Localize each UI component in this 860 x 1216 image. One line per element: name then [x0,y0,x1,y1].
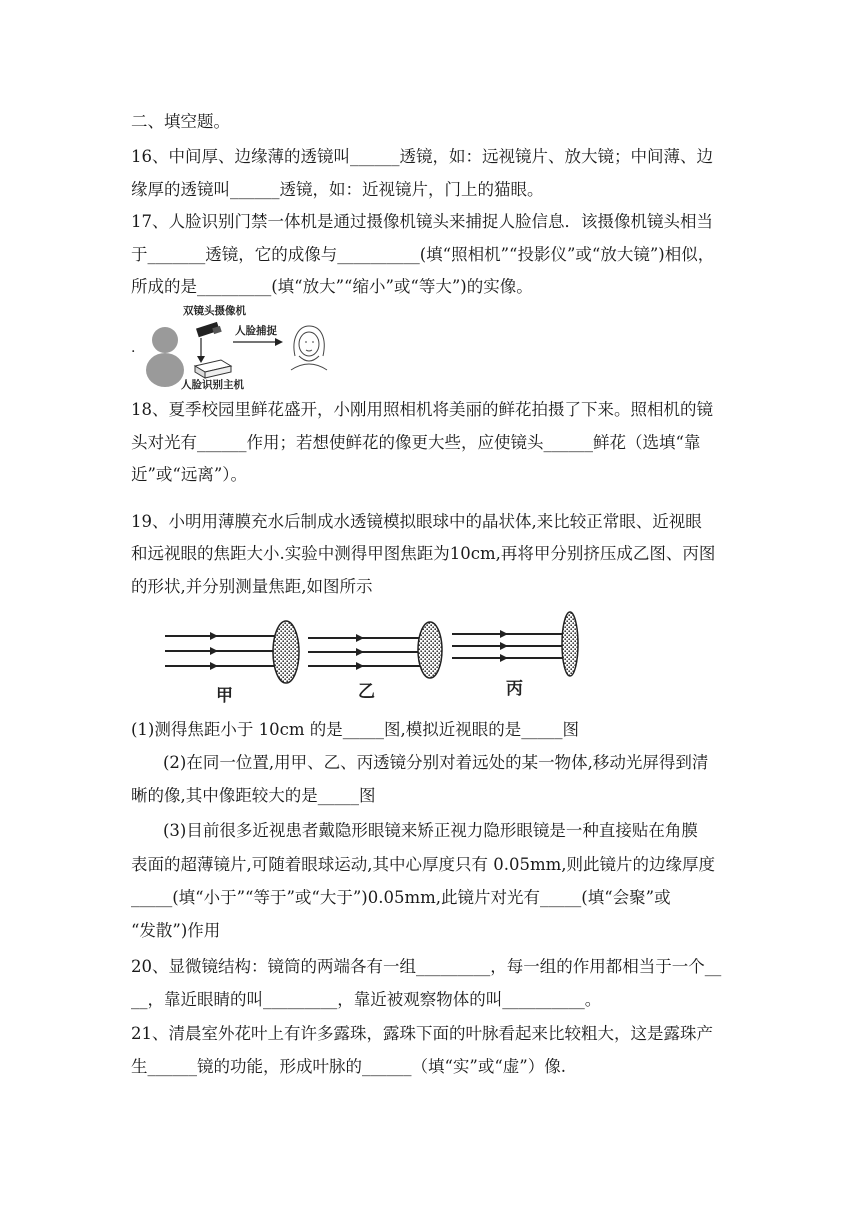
q20-line2: __，靠近眼睛的叫_________，靠近被观察物体的叫__________。 [131,990,602,1009]
host-box-icon [195,360,231,378]
lens-bing [452,612,578,676]
q17-line2: 于_______透镜，它的成像与__________(填“照相机”“投影仪”或“放大镜”)相似， [131,245,715,264]
label-jia: 甲 [216,686,233,706]
person-body-shape [146,353,184,387]
q19-line1: 19、小明用薄膜充水后制成水透镜模拟眼球中的晶状体,来比较正常眼、近视眼 [131,512,702,531]
label-host: 人脸识别主机 [181,379,244,390]
q16-line1: 16、中间厚、边缘薄的透镜叫______透镜，如：远视镜片、放大镜；中间薄、边 [131,147,713,166]
label-yi: 乙 [358,682,375,702]
camera-icon [196,322,222,337]
right-arrow-head [275,338,283,346]
q21-line2: 生______镜的功能，形成叶脉的______（填“实”或“虚”）像. [131,1057,566,1076]
q21-line1: 21、清晨室外花叶上有许多露珠，露珠下面的叶脉看起来比较粗大，这是露珠产 [131,1024,713,1043]
q19-sub3-line4: “发散”)作用 [131,921,221,940]
lens-yi [308,622,442,678]
face-icon [291,326,327,370]
q19-sub1: (1)测得焦距小于 10cm 的是_____图,模拟近视眼的是_____图 [131,720,579,739]
q19-line2: 和远视眼的焦距大小.实验中测得甲图焦距为10cm,再将甲分别挤压成乙图、丙图 [131,544,716,563]
label-camera: 双镜头摄像机 [183,305,246,317]
q17-line3: 所成的是_________(填“放大”“缩小”或“等大”)的实像。 [131,277,533,296]
lens-figure [160,606,590,706]
down-arrow-head [197,356,205,363]
q19-sub3-line1: (3)目前很多近视患者戴隐形眼镜来矫正视力隐形眼镜是一种直接贴在角膜 [163,821,698,840]
q20-line1: 20、显微镜结构：镜筒的两端各有一组_________，每一组的作用都相当于一个__ [131,957,722,976]
section-title: 二、填空题。 [131,112,230,131]
q18-line2: 头对光有______作用；若想使鲜花的像更大些，应使镜头______鲜花（选填“靠 [131,433,701,452]
q19-line3: 的形状,并分别测量焦距,如图所示 [131,577,373,596]
q18-line1: 18、夏季校园里鲜花盛开，小刚用照相机将美丽的鲜花拍摄了下来。照相机的镜 [131,400,713,419]
lens-jia [165,621,299,683]
person-head-shape [152,327,178,353]
q19-sub3-line2: 表面的超薄镜片,可随着眼球运动,其中心厚度只有 0.05mm,则此镜片的边缘厚度 [131,855,716,874]
label-bing: 丙 [506,679,523,699]
q18-line3: 近”或“远离”）。 [131,465,248,484]
face-recognition-figure [131,300,351,390]
q16-line2: 缘厚的透镜叫______透镜，如：近视镜片，门上的猫眼。 [131,180,544,199]
q17-line1: 17、人脸识别门禁一体机是通过摄像机镜头来捕捉人脸信息．该摄像机镜头相当 [131,212,713,231]
figure-dot: . [131,340,136,356]
label-capture: 人脸捕捉 [235,325,277,337]
q19-sub2-line2: 晰的像,其中像距较大的是_____图 [131,786,376,805]
q19-sub3-line3: _____(填“小于”“等于”或“大于”)0.05mm,此镜片对光有_____(填“会聚”或 [131,888,671,907]
q19-sub2-line1: (2)在同一位置,用甲、乙、丙透镜分别对着远处的某一物体,移动光屏得到清 [163,753,709,772]
